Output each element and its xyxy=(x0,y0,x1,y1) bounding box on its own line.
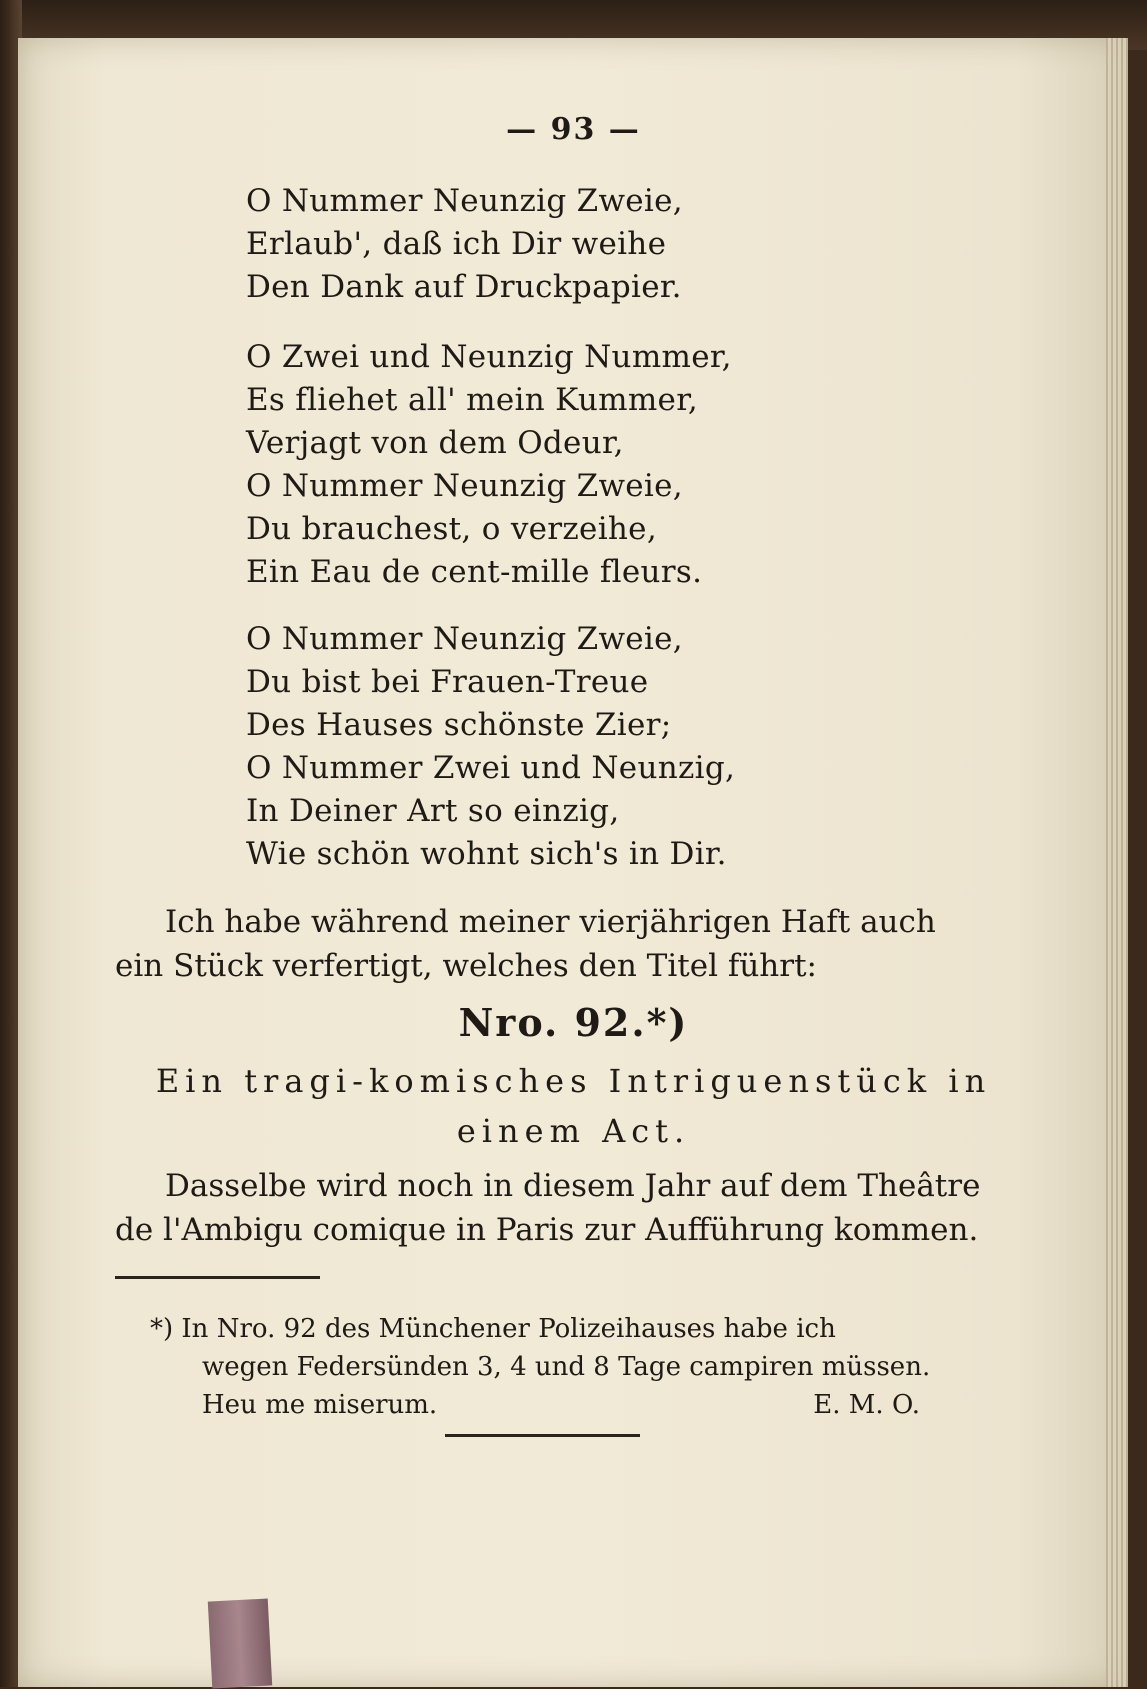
verse-line: O Nummer Neunzig Zweie, xyxy=(246,183,683,219)
footnote-signature: E. M. O. xyxy=(813,1390,920,1420)
subtitle-line: Ein tragi-komisches Intriguenstück in xyxy=(155,1062,992,1100)
verse-line: O Nummer Neunzig Zweie, xyxy=(246,621,683,657)
piece-title: Nro. 92.*) xyxy=(458,1000,689,1045)
verse-line: O Zwei und Neunzig Nummer, xyxy=(246,339,732,375)
verse-line: O Nummer Neunzig Zweie, xyxy=(246,468,683,504)
verse-line: Ein Eau de cent-mille fleurs. xyxy=(246,554,703,590)
paragraph-line: ein Stück verfertigt, welches den Titel führt: xyxy=(115,948,817,984)
page-edges xyxy=(1106,38,1128,1687)
verse-line: In Deiner Art so einzig, xyxy=(246,793,620,829)
verse-line: Des Hauses schönste Zier; xyxy=(246,707,672,743)
stanza-3 xyxy=(246,618,966,876)
bookmark-ribbon xyxy=(208,1598,272,1688)
footnote xyxy=(150,1310,980,1424)
page-number: — 93 — xyxy=(506,112,641,147)
paragraph-line: Dasselbe wird noch in diesem Jahr auf dem Theâtre xyxy=(165,1168,981,1204)
paragraph-2 xyxy=(115,1164,995,1252)
paragraph-1 xyxy=(115,900,995,988)
piece-subtitle xyxy=(0,1056,1147,1156)
verse-line: Du brauchest, o verzeihe, xyxy=(246,511,657,547)
verse-line: Du bist bei Frauen-Treue xyxy=(246,664,649,700)
stanza-2 xyxy=(246,336,966,594)
verse-line: Es fliehet all' mein Kummer, xyxy=(246,382,699,418)
subtitle-line: einem Act. xyxy=(456,1112,691,1150)
stanza-1 xyxy=(246,180,966,309)
footnote-latin: Heu me miserum. xyxy=(202,1390,438,1420)
verse-line: O Nummer Zwei und Neunzig, xyxy=(246,750,736,786)
paragraph-line: Ich habe während meiner vierjährigen Haft auch xyxy=(165,904,936,940)
verse-line: Verjagt von dem Odeur, xyxy=(246,425,624,461)
footnote-rule xyxy=(115,1276,320,1279)
verse-line: Den Dank auf Druckpapier. xyxy=(246,269,682,305)
verse-line: Wie schön wohnt sich's in Dir. xyxy=(246,836,727,872)
footnote-line: wegen Federsünden 3, 4 und 8 Tage campiren müssen. xyxy=(202,1352,931,1382)
verse-line: Erlaub', daß ich Dir weihe xyxy=(246,226,667,262)
paragraph-line: de l'Ambigu comique in Paris zur Aufführung kommen. xyxy=(115,1212,979,1248)
footnote-line-last xyxy=(150,1386,980,1424)
footnote-line: *) In Nro. 92 des Münchener Polizeihauses habe ich xyxy=(150,1314,836,1344)
end-rule xyxy=(445,1434,640,1437)
